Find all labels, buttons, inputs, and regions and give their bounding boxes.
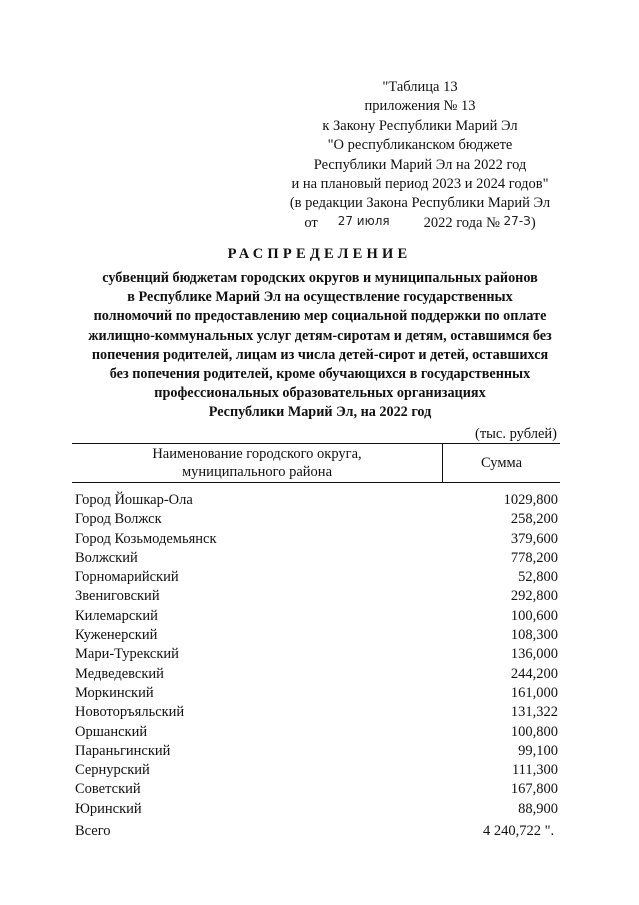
subtitle-line: полномочий по предоставлению мер социальной поддержки по оплате: [93, 308, 547, 325]
row-name: Советский: [75, 781, 141, 798]
row-name: Город Волжск: [75, 511, 162, 528]
row-name: Куженерский: [75, 627, 158, 644]
row-sum: 778,200: [510, 549, 558, 566]
row-name: Город Козьмодемьянск: [75, 530, 217, 547]
row-name: Горномарийский: [75, 569, 179, 586]
subtitle-line: жилищно-коммунальных услуг детям-сиротам и детям, оставшимся без: [88, 327, 552, 344]
law-reference-header: [270, 78, 570, 233]
header-line: Республики Марий Эл на 2022 год: [313, 156, 527, 173]
row-sum: 244,200: [510, 665, 558, 682]
table-row: [72, 549, 560, 568]
table-row: [72, 742, 560, 761]
row-sum: 108,300: [510, 627, 558, 644]
edition-year: 2022 года №: [423, 214, 500, 231]
row-sum: 131,322: [510, 704, 558, 721]
row-sum: 258,200: [510, 511, 558, 528]
table-row: [72, 780, 560, 799]
row-sum: 52,800: [518, 569, 558, 586]
table-row: [72, 607, 560, 626]
row-name: Новоторъяльский: [75, 704, 185, 721]
table-row: [72, 491, 560, 510]
edition-line: [270, 214, 570, 233]
subtitle-line: профессиональных образовательных организациях: [154, 385, 486, 402]
edition-prefix: от: [304, 214, 318, 231]
table-row: [72, 684, 560, 703]
header-line: приложения № 13: [364, 98, 476, 115]
header-line: "Таблица 13: [382, 79, 458, 95]
table-row: [72, 568, 560, 587]
table-row: [72, 800, 560, 819]
table-row: [72, 761, 560, 780]
row-sum: 1029,800: [503, 492, 558, 508]
subtitle-line: без попечения родителей, кроме обучающихся в государственных: [109, 366, 531, 383]
table-row: [72, 723, 560, 742]
row-sum: 292,800: [510, 588, 558, 605]
table-row: [72, 510, 560, 529]
column-header-sum: Сумма: [443, 444, 561, 483]
table-row: [72, 645, 560, 664]
total-closing-quote: ".: [541, 823, 555, 839]
subtitle-line: Республики Марий Эл, на 2022 год: [208, 404, 432, 421]
row-name: Параньгинский: [75, 742, 171, 759]
table-row: [72, 587, 560, 606]
row-sum: 136,000: [510, 646, 558, 663]
total-value: 4 240,722: [483, 823, 541, 839]
row-sum: 111,300: [511, 762, 558, 779]
distribution-table: [72, 443, 560, 819]
row-sum: 99,100: [518, 742, 558, 759]
row-sum: 88,900: [518, 800, 558, 817]
edition-number-handwritten: 27-З: [503, 213, 531, 228]
units-label: (тыс. рублей): [475, 426, 557, 442]
row-sum: 100,800: [510, 723, 558, 740]
edition-suffix: ): [530, 214, 536, 231]
row-name: Медведевский: [75, 665, 164, 682]
table-row: [72, 703, 560, 722]
row-name: Звениговский: [75, 588, 160, 605]
row-name: Город Йошкар-Ола: [75, 492, 193, 508]
header-line: и на плановый период 2023 и 2024 годов": [291, 176, 549, 193]
table-row: [72, 530, 560, 549]
table-row: [72, 665, 560, 684]
edition-date-handwritten: 27 июля: [337, 213, 390, 228]
header-line: (в редакции Закона Республики Марий Эл: [289, 195, 551, 212]
row-name: Моркинский: [75, 684, 154, 701]
subtitle-line: попечения родителей, лицам из числа детей-сирот и детей, оставшихся: [91, 346, 549, 363]
document-subtitle: [60, 269, 580, 423]
document-title: РАСПРЕДЕЛЕНИЕ: [227, 246, 412, 262]
row-name: Сернурский: [75, 762, 150, 779]
row-name: Оршанский: [75, 723, 148, 740]
row-name: Мари-Турекский: [75, 646, 179, 663]
column-header-name-line2: муниципального района: [182, 464, 332, 480]
subtitle-line: в Республике Марий Эл на осуществление государственных: [127, 289, 513, 306]
row-sum: 167,800: [510, 781, 558, 798]
row-name: Волжский: [75, 549, 138, 566]
header-line: "О республиканском бюджете: [327, 137, 513, 154]
table-header-row: [72, 444, 560, 483]
column-header-name: [72, 444, 443, 483]
row-name: Юринский: [75, 800, 142, 817]
total-label: Всего: [75, 823, 111, 839]
row-sum: 161,000: [510, 684, 558, 701]
header-line: к Закону Республики Марий Эл: [322, 117, 518, 134]
column-header-name-line1: Наименование городского округа,: [152, 446, 362, 462]
total-value-wrapper: [483, 823, 554, 840]
subtitle-line: субвенций бюджетам городских округов и муниципальных районов: [102, 270, 538, 286]
table-row: [72, 626, 560, 645]
row-sum: 100,600: [510, 607, 558, 624]
row-sum: 379,600: [510, 530, 558, 547]
row-name: Килемарский: [75, 607, 158, 624]
